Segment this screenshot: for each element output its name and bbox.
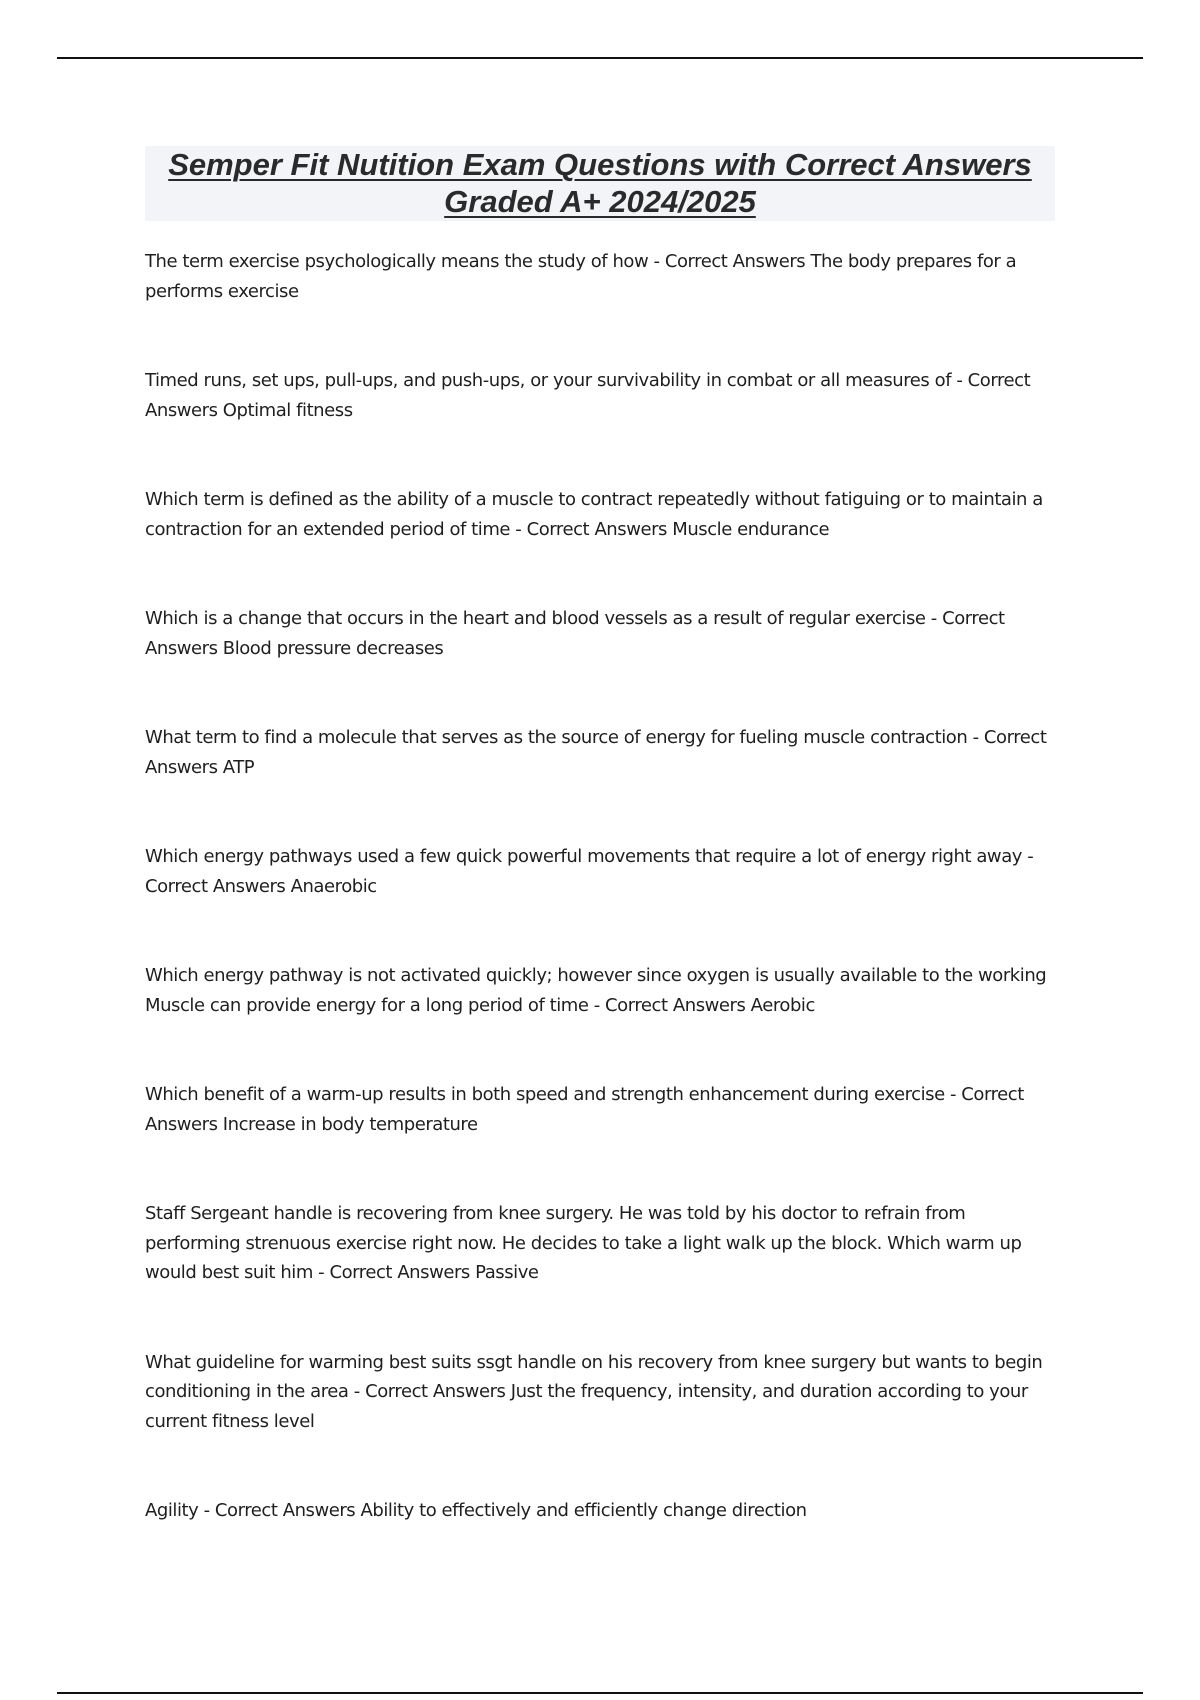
qa-item: Which energy pathway is not activated quickly; however since oxygen is usually available to the working Muscle can provide energy for a long period of time - Correct Answers Aerobic bbox=[145, 965, 1047, 1016]
qa-item: Which benefit of a warm-up results in both speed and strength enhancement during exercise - Correct Answers Increase in body temperature bbox=[145, 1084, 1024, 1135]
title-line-2: Graded A+ 2024/2025 bbox=[444, 184, 756, 219]
qa-item: Timed runs, set ups, pull-ups, and push-ups, or your survivability in combat or all measures of - Correct Answers Optimal fitness bbox=[145, 370, 1031, 421]
question-answer-list bbox=[145, 247, 1060, 1586]
document-title bbox=[145, 146, 1055, 221]
qa-item: Staff Sergeant handle is recovering from knee surgery. He was told by his doctor to refrain from performing strenuous exercise right now. He decides to take a light walk up the block. Which warm up would best suit him - Correct Answers Passive bbox=[145, 1203, 1022, 1283]
qa-item: Which energy pathways used a few quick powerful movements that require a lot of energy right away - Correct Answers Anaerobic bbox=[145, 846, 1034, 897]
qa-item: Agility - Correct Answers Ability to effectively and efficiently change direction bbox=[145, 1500, 807, 1521]
qa-item: What guideline for warming best suits ssgt handle on his recovery from knee surgery but wants to begin conditioning in the area - Correct Answers Just the frequency, intensity, and duration according to your current fitness level bbox=[145, 1351, 1043, 1432]
title-line-1: Semper Fit Nutition Exam Questions with Correct Answers bbox=[168, 147, 1032, 182]
qa-item: Which term is defined as the ability of a muscle to contract repeatedly without fatiguing or to maintain a contraction for an extended period of time - Correct Answers Muscle endurance bbox=[145, 489, 1043, 540]
qa-item: What term to find a molecule that serves as the source of energy for fueling muscle contraction - Correct Answers ATP bbox=[145, 727, 1047, 778]
qa-item: Which is a change that occurs in the heart and blood vessels as a result of regular exercise - Correct Answers Blood pressure decreases bbox=[145, 608, 1005, 659]
top-rule bbox=[57, 57, 1143, 59]
qa-item: The term exercise psychologically means the study of how - Correct Answers The body prepares for a performs exercise bbox=[145, 251, 1017, 302]
bottom-rule bbox=[57, 1692, 1143, 1694]
